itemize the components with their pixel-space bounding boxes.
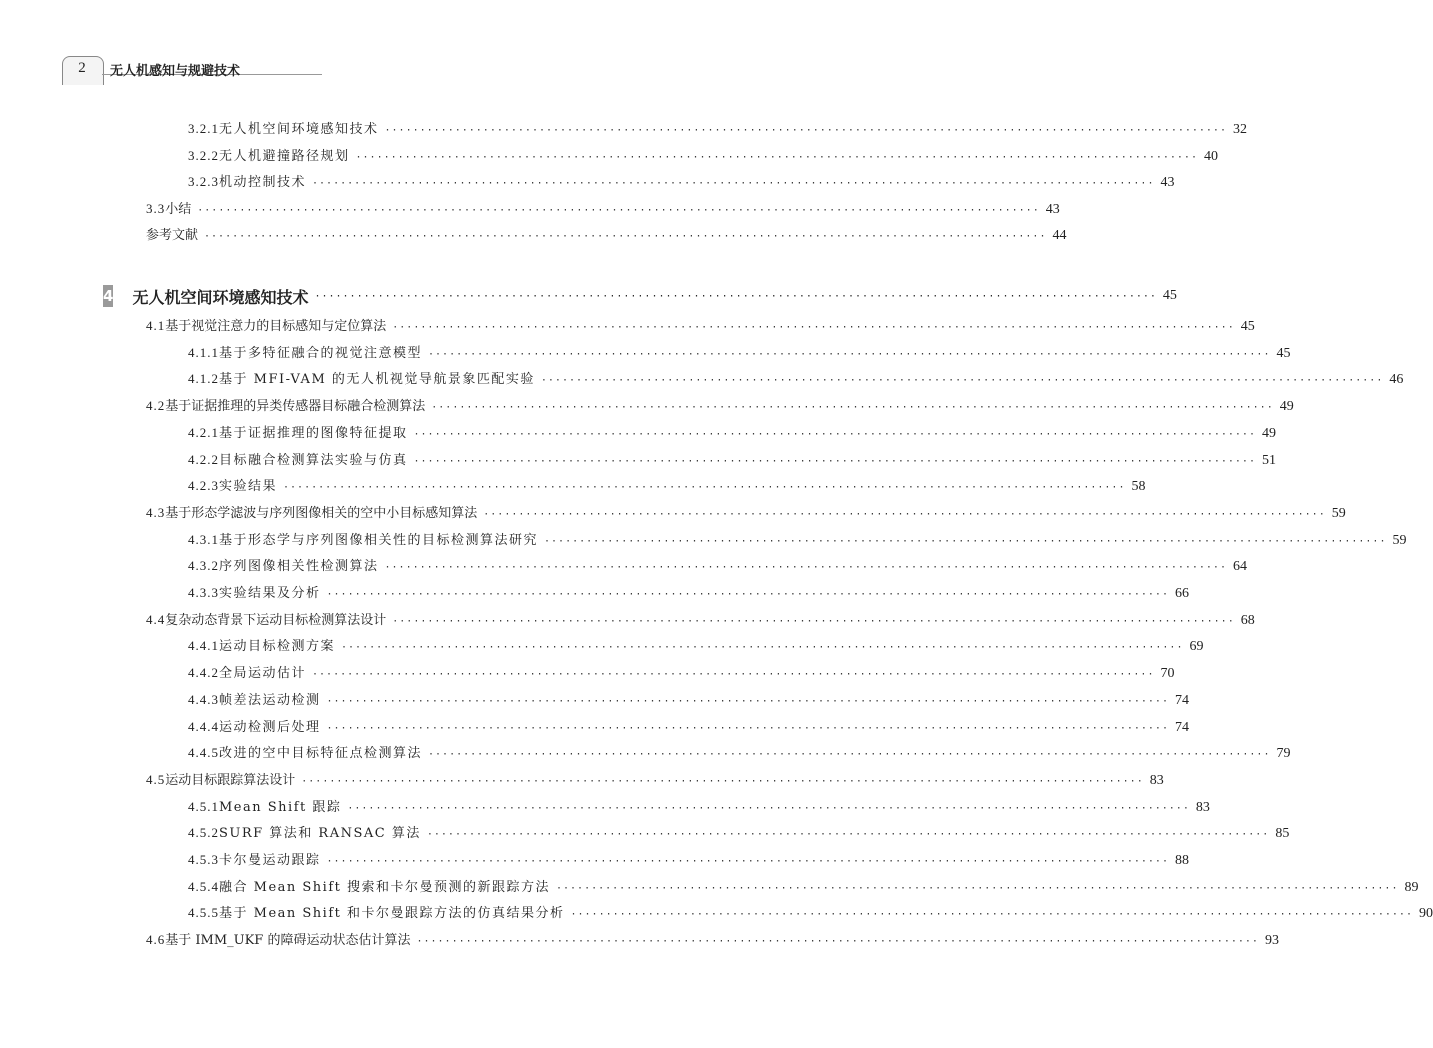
dot-leader: ························································································································ xyxy=(413,455,1256,467)
page-number: 59 xyxy=(1331,505,1346,521)
dot-leader: ························································································································ xyxy=(413,428,1256,440)
dot-leader: ························································································································ xyxy=(312,178,1155,190)
section-title: 基于形态学与序列图像相关性的目标检测算法研究 xyxy=(219,532,539,548)
chapter-page: 45 xyxy=(1162,288,1177,303)
page-number: 51 xyxy=(1261,452,1276,468)
dot-leader: ························································································································ xyxy=(431,402,1274,414)
toc-entry[interactable] xyxy=(188,530,1407,550)
section-number: 4.2.2 xyxy=(188,451,219,467)
dot-leader: ························································································································ xyxy=(283,482,1126,494)
section-title: 基于 MFI-VAM 的无人机视觉导航景象匹配实验 xyxy=(219,372,535,388)
section-number: 4.3.3 xyxy=(188,585,219,600)
toc-entry[interactable] xyxy=(188,636,1204,656)
chapter-title: 无人机空间环境感知技术 xyxy=(132,287,309,307)
dot-leader: ························································································································ xyxy=(556,882,1399,894)
toc-entry[interactable] xyxy=(188,823,1290,843)
section-title: 基于形态学滤波与序列图像相关的空中小目标感知算法 xyxy=(165,505,478,521)
section-number: 4.4.2 xyxy=(188,665,219,681)
section-number: 4.2 xyxy=(146,398,166,414)
section-title: 融合 Mean Shift 搜索和卡尔曼预测的新跟踪方法 xyxy=(219,879,550,895)
toc-entry[interactable] xyxy=(188,146,1218,166)
dot-leader: ························································································································ xyxy=(326,695,1169,707)
page-number: 45 xyxy=(1240,319,1255,334)
dot-leader: ························································································································ xyxy=(428,348,1271,360)
chapter-heading[interactable] xyxy=(103,284,1177,308)
section-title: 基于证据推理的图像特征提取 xyxy=(219,425,408,441)
section-title: 序列图像相关性检测算法 xyxy=(219,559,379,575)
toc-entry[interactable] xyxy=(188,850,1189,870)
toc-entry[interactable] xyxy=(188,172,1175,192)
page-number: 46 xyxy=(1389,372,1404,388)
section-title: 运动检测后处理 xyxy=(219,719,321,735)
toc-entry[interactable] xyxy=(188,423,1276,443)
page-number: 89 xyxy=(1404,879,1419,895)
section-title: 改进的空中目标特征点检测算法 xyxy=(219,746,423,762)
page-number: 45 xyxy=(1276,345,1291,361)
section-number: 4.6 xyxy=(146,932,166,948)
section-title: 帧差法运动检测 xyxy=(219,692,321,708)
page-number: 43 xyxy=(1160,175,1175,191)
dot-leader: ························································································································ xyxy=(326,722,1169,734)
section-number: 4.5.4 xyxy=(188,878,219,894)
page-number: 90 xyxy=(1418,906,1433,922)
toc-entry[interactable] xyxy=(188,690,1189,710)
section-title: 基于证据推理的异类传感器目标融合检测算法 xyxy=(165,399,426,415)
section-number: 3.2.1 xyxy=(188,121,219,136)
toc-entry[interactable] xyxy=(188,663,1175,683)
dot-leader: ························································································································ xyxy=(312,669,1155,681)
toc-entry[interactable] xyxy=(146,316,1255,336)
dot-leader: ························································································································ xyxy=(355,151,1198,163)
section-title: 运动目标跟踪算法设计 xyxy=(165,772,296,788)
dot-leader: ························································································································ xyxy=(384,562,1227,574)
toc-entry[interactable] xyxy=(146,226,1067,246)
section-title: 无人机避撞路径规划 xyxy=(219,148,350,164)
section-number: 4.4.4 xyxy=(188,718,219,734)
page-number: 43 xyxy=(1045,202,1060,218)
page-number: 59 xyxy=(1392,532,1407,548)
dot-leader: ························································································································ xyxy=(428,749,1271,761)
dot-leader: ························································································································ xyxy=(314,290,1157,302)
dot-leader: ························································································································ xyxy=(392,322,1235,333)
chapter-badge: 4 xyxy=(103,287,114,305)
page-number: 85 xyxy=(1275,826,1290,842)
dot-leader: ························································································································ xyxy=(426,829,1270,841)
toc-entry[interactable] xyxy=(146,396,1294,416)
section-title: 基于多特征融合的视觉注意模型 xyxy=(219,345,423,361)
section-title: 小结 xyxy=(165,202,192,218)
section-number: 3.2.2 xyxy=(188,147,219,163)
page-number: 83 xyxy=(1149,772,1164,788)
section-number: 4.1.1 xyxy=(188,344,219,360)
dot-leader: ························································································································ xyxy=(326,856,1169,867)
page-number: 93 xyxy=(1264,933,1279,949)
toc-entry[interactable] xyxy=(146,199,1060,219)
section-title: SURF 算法和 RANSAC 算法 xyxy=(219,826,421,842)
toc-entry[interactable] xyxy=(146,610,1255,630)
toc-entry[interactable] xyxy=(188,717,1189,737)
dot-leader: ························································································································ xyxy=(544,535,1387,547)
toc-entry[interactable] xyxy=(188,343,1291,363)
section-number: 4.1.2 xyxy=(188,371,219,387)
toc-entry[interactable] xyxy=(146,770,1164,790)
section-number: 4.5.1 xyxy=(188,798,219,814)
page-number: 32 xyxy=(1232,122,1247,137)
section-title: 基于 Mean Shift 和卡尔曼跟踪方法的仿真结果分析 xyxy=(219,906,565,922)
dot-leader: ························································································································ xyxy=(341,642,1184,654)
section-title: 运动目标检测方案 xyxy=(219,639,336,655)
toc-entry[interactable] xyxy=(188,877,1419,897)
section-title: 卡尔曼运动跟踪 xyxy=(219,853,321,868)
dot-leader: ························································································································ xyxy=(483,508,1326,520)
dot-leader: ························································································································ xyxy=(197,205,1040,217)
page-number: 70 xyxy=(1160,666,1175,682)
page-number: 79 xyxy=(1276,746,1291,762)
toc-entry[interactable] xyxy=(188,556,1247,576)
dot-leader: ························································································································ xyxy=(392,615,1235,627)
toc-entry[interactable] xyxy=(188,476,1146,496)
toc-entry[interactable] xyxy=(188,797,1210,817)
page-number: 66 xyxy=(1174,586,1189,601)
page-number: 74 xyxy=(1174,692,1189,708)
section-number: 4.3.1 xyxy=(188,531,219,547)
dot-leader: ························································································································ xyxy=(326,589,1169,600)
page-number: 58 xyxy=(1131,479,1146,495)
section-title: 参考文献 xyxy=(146,227,199,243)
page-number: 2 xyxy=(78,60,86,76)
dot-leader: ························································································································ xyxy=(347,802,1190,814)
page-number: 49 xyxy=(1261,425,1276,441)
running-header xyxy=(62,56,282,86)
section-number: 3.3 xyxy=(146,201,166,217)
dot-leader: ························································································································ xyxy=(416,936,1259,948)
section-title: 基于 IMM_UKF 的障碍运动状态估计算法 xyxy=(165,933,411,949)
page-number: 44 xyxy=(1052,227,1067,243)
toc-entry[interactable] xyxy=(188,450,1276,470)
running-title: 无人机感知与规避技术 xyxy=(110,64,241,79)
section-number: 4.1 xyxy=(146,318,166,333)
section-title: Mean Shift 跟踪 xyxy=(219,799,342,815)
page-number: 74 xyxy=(1174,719,1189,735)
page-number: 40 xyxy=(1203,148,1218,164)
section-number: 4.5 xyxy=(146,771,166,787)
dot-leader: ························································································································ xyxy=(540,375,1384,387)
section-title: 全局运动估计 xyxy=(219,666,307,682)
toc-entry[interactable] xyxy=(146,503,1346,523)
page-number: 49 xyxy=(1279,399,1294,415)
section-title: 复杂动态背景下运动目标检测算法设计 xyxy=(165,612,387,628)
section-number: 4.4.5 xyxy=(188,745,219,761)
page-number: 68 xyxy=(1240,612,1255,628)
section-number: 4.3.2 xyxy=(188,558,219,574)
dot-leader: ························································································································ xyxy=(204,230,1047,242)
section-title: 无人机空间环境感知技术 xyxy=(219,122,379,137)
section-number: 4.5.3 xyxy=(188,852,219,867)
page-number: 64 xyxy=(1232,559,1247,575)
section-title: 实验结果 xyxy=(219,479,278,495)
dot-leader: ························································································································ xyxy=(301,775,1144,787)
page-number: 88 xyxy=(1174,853,1189,868)
section-number: 4.4 xyxy=(146,611,166,627)
section-number: 4.4.1 xyxy=(188,638,219,654)
section-number: 4.5.5 xyxy=(188,905,219,921)
page-number: 83 xyxy=(1195,799,1210,815)
section-number: 4.3 xyxy=(146,504,166,520)
section-number: 4.2.1 xyxy=(188,424,219,440)
section-title: 机动控制技术 xyxy=(219,175,307,191)
section-number: 4.2.3 xyxy=(188,478,219,494)
toc-entry[interactable] xyxy=(188,119,1247,139)
section-title: 目标融合检测算法实验与仿真 xyxy=(219,452,408,468)
section-number: 4.5.2 xyxy=(188,825,219,841)
dot-leader: ························································································································ xyxy=(570,909,1413,921)
toc-entry[interactable] xyxy=(188,583,1189,603)
section-title: 基于视觉注意力的目标感知与定位算法 xyxy=(165,319,387,334)
toc-entry[interactable] xyxy=(188,369,1404,389)
dot-leader: ························································································································ xyxy=(384,125,1227,136)
toc-entry[interactable] xyxy=(146,930,1279,950)
toc-entry[interactable] xyxy=(188,743,1291,763)
page-number: 69 xyxy=(1189,639,1204,655)
section-number: 3.2.3 xyxy=(188,174,219,190)
section-title: 实验结果及分析 xyxy=(219,586,321,601)
section-number: 4.4.3 xyxy=(188,691,219,707)
toc-entry[interactable] xyxy=(188,903,1433,923)
